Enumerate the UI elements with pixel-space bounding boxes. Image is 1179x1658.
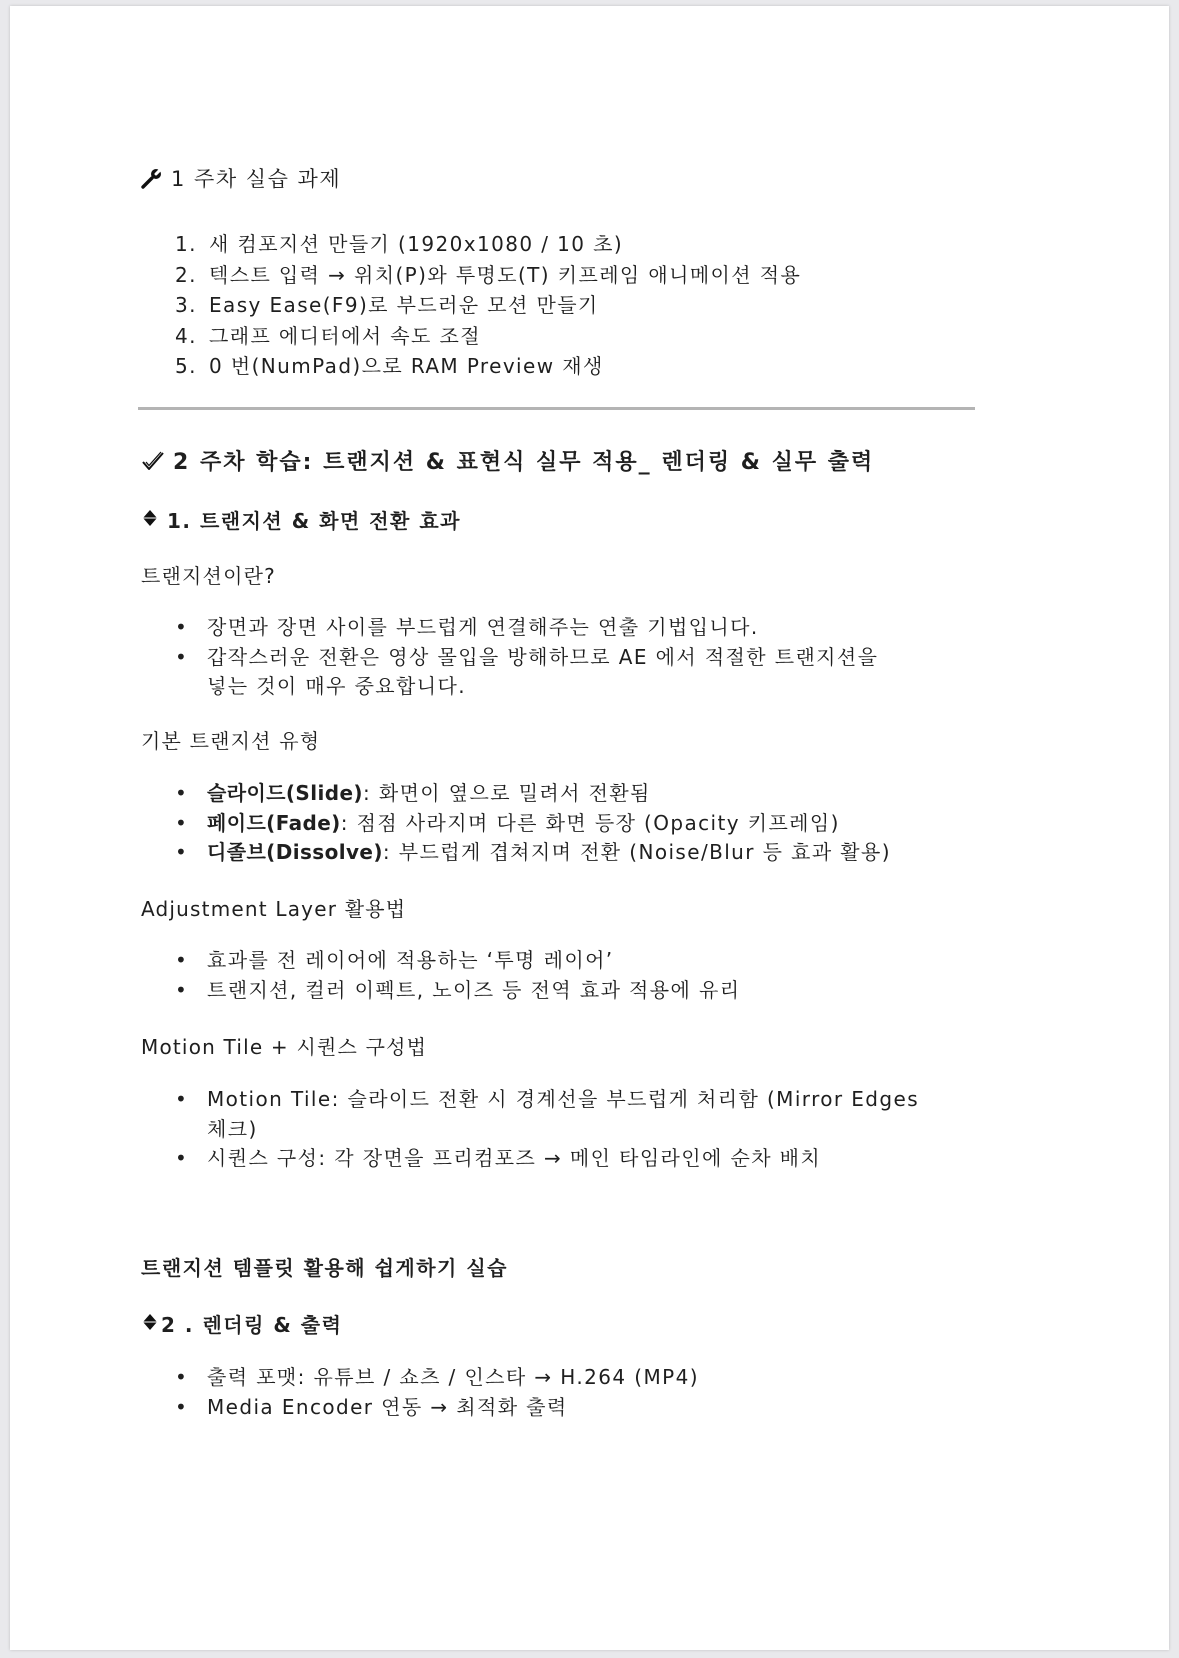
- list-item: • 장면과 장면 사이를 부드럽게 연결해주는 연출 기법입니다.: [175, 613, 995, 643]
- list-item: • 갑작스러운 전환은 영상 몰입을 방해하므로 AE 에서 적절한 트랜지션을 넣는 것이 매우 중요합니다.: [175, 643, 995, 702]
- section1-heading: [143, 505, 461, 534]
- section2-heading: [143, 1309, 342, 1338]
- section2-list: [175, 1363, 995, 1422]
- section-divider: [138, 407, 975, 410]
- week2-heading: [141, 445, 874, 476]
- list-item: 4. 그래프 에디터에서 속도 조절: [175, 323, 481, 348]
- adjustment-heading: Adjustment Layer 활용법: [141, 897, 407, 921]
- list-item: 2. 텍스트 입력 → 위치(P)와 투명도(T) 키프레임 애니메이션 적용: [175, 262, 802, 287]
- list-item: • 페이드(Fade): 점점 사라지며 다른 화면 등장 (Opacity 키프레임): [175, 809, 995, 839]
- what-is-list: [175, 613, 995, 702]
- section2-heading-text: 2 . 렌더링 & 출력: [161, 1313, 343, 1337]
- template-practice-heading: 트랜지션 템플릿 활용해 쉽게하기 실습: [141, 1256, 508, 1280]
- wrench-icon: [141, 167, 163, 191]
- section1-heading-text: 1. 트랜지션 & 화면 전환 효과: [167, 509, 461, 533]
- what-is-heading: 트랜지션이란?: [141, 564, 276, 588]
- diamond-icon: [143, 1314, 157, 1334]
- list-item: • 슬라이드(Slide): 화면이 옆으로 밀려서 전환됨: [175, 779, 995, 809]
- diamond-icon: [143, 510, 157, 530]
- week1-steps-list: [175, 229, 801, 382]
- list-item: • 트랜지션, 컬러 이펙트, 노이즈 등 전역 효과 적용에 유리: [175, 976, 995, 1006]
- list-item: • 효과를 전 레이어에 적용하는 ‘투명 레이어’: [175, 946, 995, 976]
- list-item: • 디졸브(Dissolve): 부드럽게 겹쳐지며 전환 (Noise/Blur 등 효과 활용): [175, 838, 995, 868]
- list-item: • Media Encoder 연동 → 최적화 출력: [175, 1393, 995, 1423]
- week2-heading-text: 2 주차 학습: 트랜지션 & 표현식 실무 적용_ 렌더링 & 실무 출력: [173, 450, 875, 475]
- list-item: 3. Easy Ease(F9)로 부드러운 모션 만들기: [175, 293, 599, 317]
- week1-heading-text: 1 주차 실습 과제: [171, 167, 342, 191]
- list-item: 1. 새 컴포지션 만들기 (1920x1080 / 10 초): [175, 232, 624, 256]
- basic-types-heading: 기본 트랜지션 유형: [141, 729, 321, 753]
- basic-types-list: [175, 779, 995, 868]
- check-mark-icon: [141, 450, 165, 475]
- motion-tile-list: [175, 1085, 995, 1174]
- list-item: • 출력 포맷: 유튜브 / 쇼츠 / 인스타 → H.264 (MP4): [175, 1363, 995, 1393]
- motion-tile-heading: Motion Tile + 시퀀스 구성법: [141, 1035, 428, 1059]
- adjustment-list: [175, 946, 995, 1005]
- week1-heading: [141, 163, 341, 193]
- list-item: 5. 0 번(NumPad)으로 RAM Preview 재생: [175, 354, 604, 378]
- list-item: • 시퀀스 구성: 각 장면을 프리컴포즈 → 메인 타임라인에 순차 배치: [175, 1144, 995, 1174]
- list-item: • Motion Tile: 슬라이드 전환 시 경계선을 부드럽게 처리함 (Mirror Edges 체크): [175, 1085, 995, 1144]
